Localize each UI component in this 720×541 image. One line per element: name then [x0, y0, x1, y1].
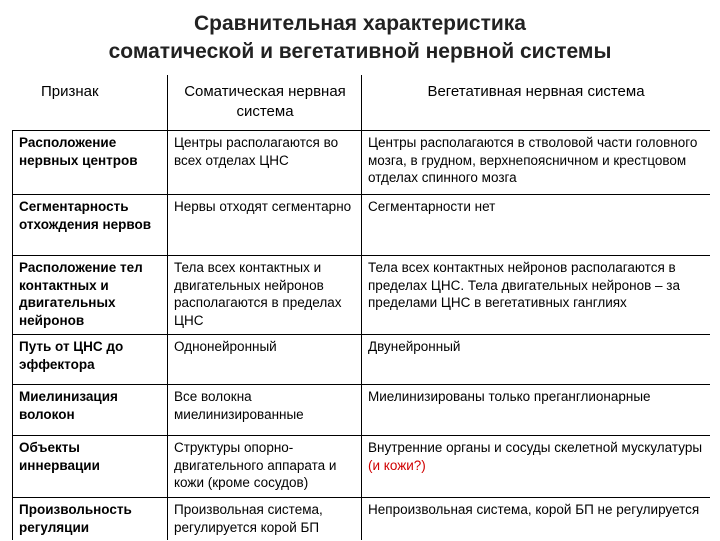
- header-feature: Признак: [13, 76, 168, 131]
- row-somatic-cell: Структуры опорно-двигательного аппарата и кожи (кроме сосудов): [168, 436, 362, 498]
- table-header-row: [13, 76, 710, 131]
- row-vegetative-cell: [362, 436, 710, 498]
- row-somatic-cell: Произвольная система, регулируется корой БП: [168, 498, 362, 541]
- table-row: [13, 335, 710, 385]
- row-feature-cell: Расположение тел контактных и двигательных нейронов: [13, 256, 168, 335]
- comparison-table: [12, 75, 710, 541]
- row-feature-cell: Объекты иннервации: [13, 436, 168, 498]
- table-row: [13, 195, 710, 256]
- row-vegetative-cell: Непроизвольная система, корой БП не регулируется: [362, 498, 710, 541]
- title-line-1: Сравнительная характеристика: [194, 12, 526, 35]
- uncertain-note: (и кожи?): [368, 457, 426, 473]
- table-row: [13, 436, 710, 498]
- table-row: [13, 385, 710, 436]
- row-vegetative-cell: Центры располагаются в стволовой части головного мозга, в грудном, верхнепоясничном и крестцовом отделах спинного мозга: [362, 131, 710, 195]
- table-row: [13, 498, 710, 541]
- row-somatic-cell: Центры располагаются во всех отделах ЦНС: [168, 131, 362, 195]
- row-feature-cell: Сегментарность отхождения нервов: [13, 195, 168, 256]
- row-somatic-cell: Нервы отходят сегментарно: [168, 195, 362, 256]
- table-row: [13, 131, 710, 195]
- row-somatic-cell: Все волокна миелинизированные: [168, 385, 362, 436]
- row-feature-cell: Путь от ЦНС до эффектора: [13, 335, 168, 385]
- row-somatic-cell: Однонейронный: [168, 335, 362, 385]
- title-line-2: соматической и вегетативной нервной системы: [108, 40, 612, 63]
- row-feature-cell: Расположение нервных центров: [13, 131, 168, 195]
- row-vegetative-cell: Тела всех контактных нейронов располагаются в пределах ЦНС. Тела двигательных нейронов – за пределами ЦНС в вегетативных ганглиях: [362, 256, 710, 335]
- row-feature-cell: Миелинизация волокон: [13, 385, 168, 436]
- page-title: [0, 10, 720, 66]
- header-somatic: Соматическая нервная система: [168, 76, 362, 131]
- header-vegetative: Вегетативная нервная система: [362, 76, 710, 131]
- row-feature-cell: Произвольность регуляции: [13, 498, 168, 541]
- row-vegetative-cell: Сегментарности нет: [362, 195, 710, 256]
- row-vegetative-cell: Двунейронный: [362, 335, 710, 385]
- row-somatic-cell: Тела всех контактных и двигательных нейронов располагаются в пределах ЦНС: [168, 256, 362, 335]
- row-vegetative-cell: Миелинизированы только преганглионарные: [362, 385, 710, 436]
- row-vegetative-text: Внутренние органы и сосуды скелетной мускулатуры: [368, 440, 703, 455]
- table-row: [13, 256, 710, 335]
